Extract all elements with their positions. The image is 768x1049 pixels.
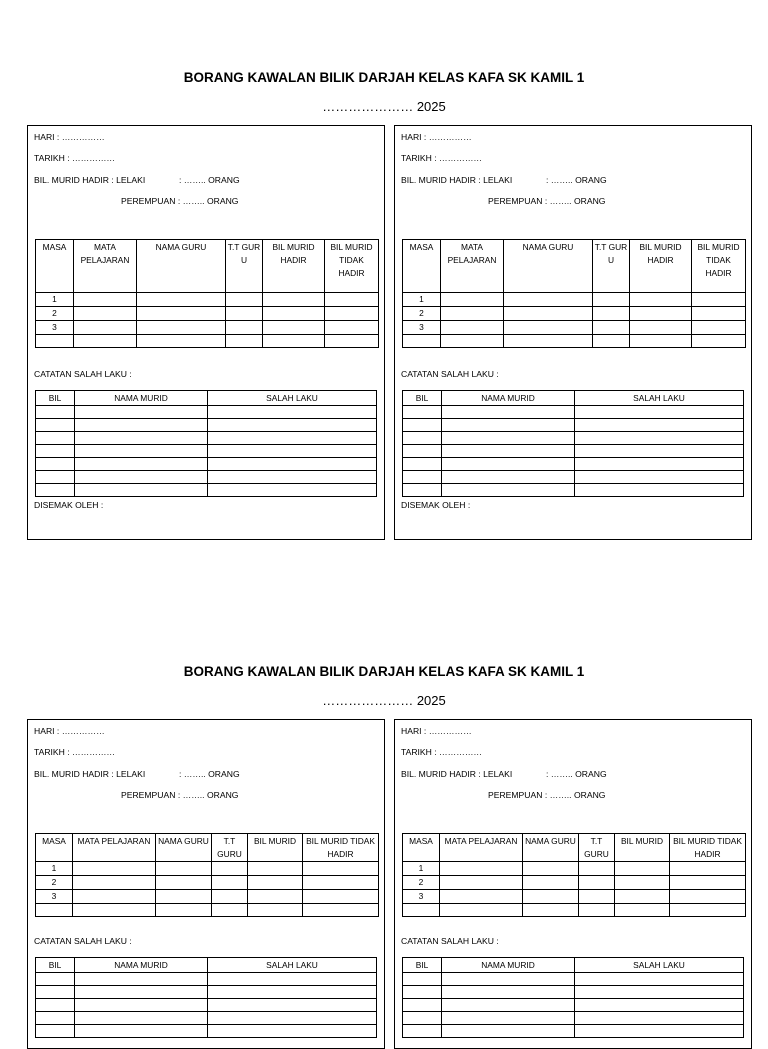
lelaki-orang-field: : …….. ORANG: [179, 175, 240, 185]
masa-cell: 3: [36, 321, 74, 335]
bil-hadir-lelaki-label: BIL. MURID HADIR : LELAKI: [401, 769, 513, 779]
hari-field: HARI : ……………: [34, 726, 105, 736]
table-row: [403, 876, 746, 890]
table-row: [403, 986, 744, 999]
masa-cell: [36, 904, 73, 917]
table-row: [403, 458, 744, 471]
form-date-line: ………………… 2025: [322, 99, 446, 114]
catatan-salah-laku-label: CATATAN SALAH LAKU :: [34, 936, 132, 946]
table-row: [36, 458, 377, 471]
table-row: [36, 471, 377, 484]
mata-pelajaran-header: MATA PELAJARAN: [73, 834, 156, 862]
salah-laku-table: [35, 957, 377, 1038]
mata-pelajaran-header: MATA PELAJARAN: [441, 240, 504, 293]
table-row: [36, 890, 379, 904]
masa-cell: 3: [36, 890, 73, 904]
nama-murid-header: NAMA MURID: [75, 391, 208, 406]
tt-guru-header: T.T GURU: [212, 834, 248, 862]
masa-cell: 2: [403, 876, 440, 890]
bil-murid-header: BIL MURID: [615, 834, 670, 862]
catatan-salah-laku-label: CATATAN SALAH LAKU :: [34, 369, 132, 379]
bil-header: BIL: [36, 958, 75, 973]
table-row: [36, 973, 377, 986]
tarikh-field: TARIKH : ……………: [401, 153, 483, 163]
table-row: [36, 445, 377, 458]
table-row: [403, 419, 744, 432]
tt-guru-header: T.T GURU: [579, 834, 615, 862]
masa-cell: 3: [403, 890, 440, 904]
table-row: [403, 1012, 744, 1025]
form-title: BORANG KAWALAN BILIK DARJAH KELAS KAFA SK KAMIL 1: [183, 70, 585, 85]
form-title: BORANG KAWALAN BILIK DARJAH KELAS KAFA SK KAMIL 1: [183, 664, 585, 679]
table-row: [403, 862, 746, 876]
masa-header: MASA: [403, 240, 441, 293]
perempuan-field: PEREMPUAN : …….. ORANG: [121, 790, 239, 800]
disemak-oleh-label: DISEMAK OLEH :: [34, 500, 104, 510]
tt-guru-header: T.T GUR U: [226, 240, 263, 293]
masa-header: MASA: [36, 834, 73, 862]
bil-header: BIL: [403, 391, 442, 406]
table-row: [403, 904, 746, 917]
masa-cell: 1: [403, 293, 441, 307]
bil-header: BIL: [403, 958, 442, 973]
table-row: [36, 307, 379, 321]
nama-guru-header: NAMA GURU: [504, 240, 593, 293]
bil-murid-header: BIL MURID: [248, 834, 303, 862]
nama-guru-header: NAMA GURU: [523, 834, 579, 862]
table-row: [403, 890, 746, 904]
catatan-salah-laku-label: CATATAN SALAH LAKU :: [401, 369, 499, 379]
table-row: [403, 432, 744, 445]
bil-hadir-lelaki-label: BIL. MURID HADIR : LELAKI: [401, 175, 513, 185]
nama-murid-header: NAMA MURID: [442, 391, 575, 406]
salah-laku-header: SALAH LAKU: [575, 958, 744, 973]
bil-murid-tidak-hadir-header: BIL MURID TIDAK HADIR: [692, 240, 746, 293]
masa-cell: 2: [36, 876, 73, 890]
salah-laku-header: SALAH LAKU: [208, 391, 377, 406]
masa-cell: [36, 335, 74, 348]
mata-pelajaran-header: MATA PELAJARAN: [74, 240, 137, 293]
hari-field: HARI : ……………: [401, 726, 472, 736]
tarikh-field: TARIKH : ……………: [34, 153, 116, 163]
table-row: [36, 406, 377, 419]
bil-hadir-lelaki-label: BIL. MURID HADIR : LELAKI: [34, 769, 146, 779]
masa-cell: 1: [403, 862, 440, 876]
bil-murid-hadir-header: BIL MURID HADIR: [630, 240, 692, 293]
table-row: [403, 445, 744, 458]
masa-table: [35, 833, 379, 917]
tarikh-field: TARIKH : ……………: [34, 747, 116, 757]
perempuan-field: PEREMPUAN : …….. ORANG: [121, 196, 239, 206]
table-row: [36, 1025, 377, 1038]
masa-cell: 2: [403, 307, 441, 321]
bil-murid-tidak-hadir-header: BIL MURID TIDAK HADIR: [303, 834, 379, 862]
bil-murid-tidak-hadir-header: BIL MURID TIDAK HADIR: [325, 240, 379, 293]
bil-murid-hadir-header: BIL MURID HADIR: [263, 240, 325, 293]
salah-laku-table: [402, 390, 744, 497]
lelaki-orang-field: : …….. ORANG: [179, 769, 240, 779]
nama-guru-header: NAMA GURU: [137, 240, 226, 293]
table-row: [36, 904, 379, 917]
tt-guru-header: T.T GUR U: [593, 240, 630, 293]
masa-cell: 3: [403, 321, 441, 335]
table-row: [36, 321, 379, 335]
nama-guru-header: NAMA GURU: [156, 834, 212, 862]
table-row: [36, 419, 377, 432]
form-date-line: ………………… 2025: [322, 693, 446, 708]
table-row: [403, 1025, 744, 1038]
nama-murid-header: NAMA MURID: [442, 958, 575, 973]
lelaki-orang-field: : …….. ORANG: [546, 175, 607, 185]
masa-cell: [403, 335, 441, 348]
hari-field: HARI : ……………: [401, 132, 472, 142]
masa-cell: 2: [36, 307, 74, 321]
table-row: [403, 293, 746, 307]
table-row: [36, 335, 379, 348]
table-row: [36, 484, 377, 497]
table-row: [403, 999, 744, 1012]
table-row: [403, 321, 746, 335]
masa-table: [35, 239, 379, 348]
table-row: [403, 484, 744, 497]
hari-field: HARI : ……………: [34, 132, 105, 142]
lelaki-orang-field: : …….. ORANG: [546, 769, 607, 779]
mata-pelajaran-header: MATA PELAJARAN: [440, 834, 523, 862]
table-row: [36, 999, 377, 1012]
table-row: [403, 471, 744, 484]
table-row: [36, 876, 379, 890]
bil-header: BIL: [36, 391, 75, 406]
salah-laku-header: SALAH LAKU: [575, 391, 744, 406]
table-row: [403, 406, 744, 419]
form-panel-bottom-right: [394, 719, 752, 1049]
masa-header: MASA: [36, 240, 74, 293]
disemak-oleh-label: DISEMAK OLEH :: [401, 500, 471, 510]
form-panel-top-right: [394, 125, 752, 540]
table-row: [36, 986, 377, 999]
table-row: [36, 293, 379, 307]
bil-murid-tidak-hadir-header: BIL MURID TIDAK HADIR: [670, 834, 746, 862]
form-panel-top-left: [27, 125, 385, 540]
tarikh-field: TARIKH : ……………: [401, 747, 483, 757]
perempuan-field: PEREMPUAN : …….. ORANG: [488, 790, 606, 800]
form-panel-bottom-left: [27, 719, 385, 1049]
nama-murid-header: NAMA MURID: [75, 958, 208, 973]
masa-table: [402, 833, 746, 917]
salah-laku-table: [35, 390, 377, 497]
masa-header: MASA: [403, 834, 440, 862]
masa-table: [402, 239, 746, 348]
table-row: [403, 307, 746, 321]
perempuan-field: PEREMPUAN : …….. ORANG: [488, 196, 606, 206]
table-row: [403, 335, 746, 348]
salah-laku-table: [402, 957, 744, 1038]
table-row: [36, 432, 377, 445]
table-row: [36, 862, 379, 876]
table-row: [36, 1012, 377, 1025]
masa-cell: 1: [36, 862, 73, 876]
salah-laku-header: SALAH LAKU: [208, 958, 377, 973]
table-row: [403, 973, 744, 986]
masa-cell: 1: [36, 293, 74, 307]
catatan-salah-laku-label: CATATAN SALAH LAKU :: [401, 936, 499, 946]
masa-cell: [403, 904, 440, 917]
bil-hadir-lelaki-label: BIL. MURID HADIR : LELAKI: [34, 175, 146, 185]
